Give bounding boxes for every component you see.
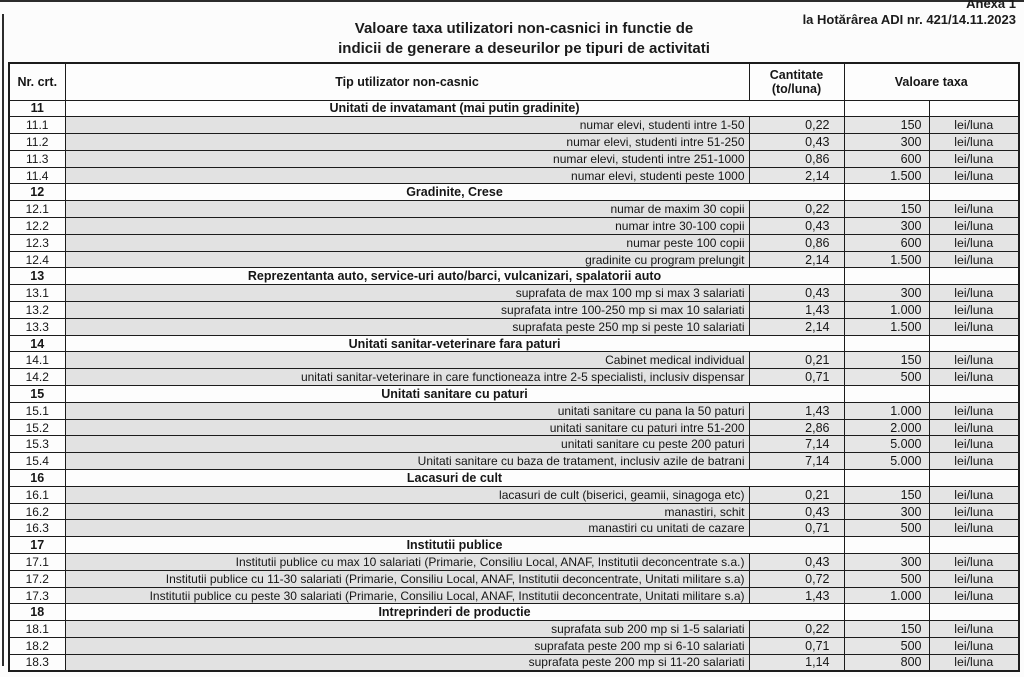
row-tax-value: 150 bbox=[844, 201, 929, 218]
row-description: numar elevi, studenti intre 51-250 bbox=[65, 134, 749, 151]
row-unit: lei/luna bbox=[929, 570, 1019, 587]
table-row bbox=[9, 302, 1019, 319]
table-row bbox=[9, 150, 1019, 167]
section-number: 14 bbox=[9, 335, 65, 352]
row-tax-value: 150 bbox=[844, 117, 929, 134]
section-number: 18 bbox=[9, 604, 65, 621]
empty-unit-cell bbox=[929, 537, 1019, 554]
table-row bbox=[9, 369, 1019, 386]
row-quantity: 2,14 bbox=[749, 167, 844, 184]
row-unit: lei/luna bbox=[929, 117, 1019, 134]
row-unit: lei/luna bbox=[929, 503, 1019, 520]
row-quantity: 1,43 bbox=[749, 587, 844, 604]
row-description: suprafata intre 100-250 mp si max 10 salariati bbox=[65, 302, 749, 319]
section-header-row bbox=[9, 537, 1019, 554]
row-quantity: 0,86 bbox=[749, 234, 844, 251]
row-number: 12.3 bbox=[9, 234, 65, 251]
row-quantity: 1,43 bbox=[749, 402, 844, 419]
table-row bbox=[9, 134, 1019, 151]
row-unit: lei/luna bbox=[929, 520, 1019, 537]
row-description: numar elevi, studenti intre 1-50 bbox=[65, 117, 749, 134]
row-number: 11.3 bbox=[9, 150, 65, 167]
row-number: 18.1 bbox=[9, 621, 65, 638]
table-row bbox=[9, 486, 1019, 503]
section-title: Unitati sanitare cu paturi bbox=[65, 386, 844, 403]
row-description: unitati sanitar-veterinare in care functioneaza intre 2-5 specialisti, inclusiv dispensar bbox=[65, 369, 749, 386]
row-tax-value: 150 bbox=[844, 621, 929, 638]
row-description: numar de maxim 30 copii bbox=[65, 201, 749, 218]
row-quantity: 2,86 bbox=[749, 419, 844, 436]
row-tax-value: 150 bbox=[844, 486, 929, 503]
table-row bbox=[9, 285, 1019, 302]
empty-unit-cell bbox=[929, 268, 1019, 285]
row-number: 17.3 bbox=[9, 587, 65, 604]
table-row bbox=[9, 621, 1019, 638]
section-number: 11 bbox=[9, 100, 65, 117]
row-unit: lei/luna bbox=[929, 654, 1019, 671]
table-header-row bbox=[9, 63, 1019, 100]
row-description: Institutii publice cu max 10 salariati (Primarie, Consiliu Local, ANAF, Institutii deconcentrate s.a.) bbox=[65, 554, 749, 571]
table-row bbox=[9, 234, 1019, 251]
empty-value-cell bbox=[844, 100, 929, 117]
row-unit: lei/luna bbox=[929, 302, 1019, 319]
row-unit: lei/luna bbox=[929, 369, 1019, 386]
section-header-row bbox=[9, 604, 1019, 621]
row-number: 17.1 bbox=[9, 554, 65, 571]
empty-value-cell bbox=[844, 184, 929, 201]
row-tax-value: 1.500 bbox=[844, 251, 929, 268]
row-number: 18.3 bbox=[9, 654, 65, 671]
row-number: 13.3 bbox=[9, 318, 65, 335]
row-unit: lei/luna bbox=[929, 638, 1019, 655]
row-quantity: 0,43 bbox=[749, 134, 844, 151]
row-number: 15.4 bbox=[9, 453, 65, 470]
row-description: unitati sanitare cu pana la 50 paturi bbox=[65, 402, 749, 419]
row-number: 11.4 bbox=[9, 167, 65, 184]
row-description: unitati sanitare cu paturi intre 51-200 bbox=[65, 419, 749, 436]
header-cantitate-line2: (to/luna) bbox=[771, 81, 822, 96]
row-description: suprafata de max 100 mp si max 3 salariati bbox=[65, 285, 749, 302]
row-unit: lei/luna bbox=[929, 285, 1019, 302]
row-number: 12.4 bbox=[9, 251, 65, 268]
row-quantity: 0,22 bbox=[749, 621, 844, 638]
row-quantity: 0,43 bbox=[749, 503, 844, 520]
row-unit: lei/luna bbox=[929, 251, 1019, 268]
row-description: Institutii publice cu peste 30 salariati (Primarie, Consiliu Local, ANAF, Institutii deconcentrate, Unitati militare s.a) bbox=[65, 587, 749, 604]
row-description: Cabinet medical individual bbox=[65, 352, 749, 369]
row-unit: lei/luna bbox=[929, 554, 1019, 571]
section-title: Institutii publice bbox=[65, 537, 844, 554]
row-tax-value: 1.500 bbox=[844, 318, 929, 335]
row-number: 11.2 bbox=[9, 134, 65, 151]
section-number: 16 bbox=[9, 470, 65, 487]
row-tax-value: 1.000 bbox=[844, 402, 929, 419]
row-description: numar intre 30-100 copii bbox=[65, 218, 749, 235]
header-cantitate bbox=[749, 63, 844, 100]
row-quantity: 1,14 bbox=[749, 654, 844, 671]
row-description: Institutii publice cu 11-30 salariati (Primarie, Consiliu Local, ANAF, Institutii deconcentrate, Unitati militare s.a) bbox=[65, 570, 749, 587]
row-description: manastiri, schit bbox=[65, 503, 749, 520]
row-tax-value: 1.000 bbox=[844, 302, 929, 319]
empty-value-cell bbox=[844, 537, 929, 554]
row-number: 14.2 bbox=[9, 369, 65, 386]
table-row bbox=[9, 503, 1019, 520]
row-quantity: 0,72 bbox=[749, 570, 844, 587]
row-quantity: 2,14 bbox=[749, 318, 844, 335]
header-cantitate-line1: Cantitate bbox=[769, 67, 824, 82]
row-number: 18.2 bbox=[9, 638, 65, 655]
row-number: 12.2 bbox=[9, 218, 65, 235]
row-description: Unitati sanitare cu baza de tratament, inclusiv azile de batrani bbox=[65, 453, 749, 470]
table-row bbox=[9, 352, 1019, 369]
table-row bbox=[9, 654, 1019, 671]
row-tax-value: 600 bbox=[844, 234, 929, 251]
row-quantity: 2,14 bbox=[749, 251, 844, 268]
row-tax-value: 500 bbox=[844, 570, 929, 587]
row-tax-value: 300 bbox=[844, 218, 929, 235]
row-unit: lei/luna bbox=[929, 150, 1019, 167]
section-title: Unitati de invatamant (mai putin gradinite) bbox=[65, 100, 844, 117]
row-quantity: 0,71 bbox=[749, 520, 844, 537]
row-number: 15.1 bbox=[9, 402, 65, 419]
document-title bbox=[278, 19, 770, 60]
header-nr-crt: Nr. crt. bbox=[9, 63, 65, 100]
row-tax-value: 300 bbox=[844, 285, 929, 302]
empty-value-cell bbox=[844, 335, 929, 352]
table-row bbox=[9, 218, 1019, 235]
row-description: numar elevi, studenti peste 1000 bbox=[65, 167, 749, 184]
row-number: 12.1 bbox=[9, 201, 65, 218]
row-number: 14.1 bbox=[9, 352, 65, 369]
row-description: numar elevi, studenti intre 251-1000 bbox=[65, 150, 749, 167]
row-number: 13.2 bbox=[9, 302, 65, 319]
empty-unit-cell bbox=[929, 386, 1019, 403]
table-row bbox=[9, 419, 1019, 436]
table-row bbox=[9, 318, 1019, 335]
empty-value-cell bbox=[844, 386, 929, 403]
section-title: Reprezentanta auto, service-uri auto/barci, vulcanizari, spalatorii auto bbox=[65, 268, 844, 285]
empty-value-cell bbox=[844, 470, 929, 487]
row-quantity: 1,43 bbox=[749, 302, 844, 319]
row-tax-value: 1.500 bbox=[844, 167, 929, 184]
table-row bbox=[9, 167, 1019, 184]
row-description: lacasuri de cult (biserici, geamii, sinagoga etc) bbox=[65, 486, 749, 503]
tax-table bbox=[8, 62, 1020, 672]
empty-unit-cell bbox=[929, 335, 1019, 352]
row-tax-value: 600 bbox=[844, 150, 929, 167]
row-description: suprafata peste 200 mp si 11-20 salariati bbox=[65, 654, 749, 671]
row-number: 11.1 bbox=[9, 117, 65, 134]
row-tax-value: 500 bbox=[844, 638, 929, 655]
row-description: numar peste 100 copii bbox=[65, 234, 749, 251]
row-unit: lei/luna bbox=[929, 436, 1019, 453]
row-number: 15.3 bbox=[9, 436, 65, 453]
row-unit: lei/luna bbox=[929, 402, 1019, 419]
row-quantity: 0,43 bbox=[749, 285, 844, 302]
table-body bbox=[9, 100, 1019, 671]
row-quantity: 0,86 bbox=[749, 150, 844, 167]
row-number: 15.2 bbox=[9, 419, 65, 436]
empty-value-cell bbox=[844, 268, 929, 285]
empty-unit-cell bbox=[929, 470, 1019, 487]
section-header-row bbox=[9, 335, 1019, 352]
row-unit: lei/luna bbox=[929, 318, 1019, 335]
section-header-row bbox=[9, 386, 1019, 403]
table-row bbox=[9, 587, 1019, 604]
row-tax-value: 800 bbox=[844, 654, 929, 671]
section-number: 13 bbox=[9, 268, 65, 285]
row-unit: lei/luna bbox=[929, 352, 1019, 369]
row-unit: lei/luna bbox=[929, 134, 1019, 151]
section-title: Unitati sanitar-veterinare fara paturi bbox=[65, 335, 844, 352]
section-title: Gradinite, Crese bbox=[65, 184, 844, 201]
section-header-row bbox=[9, 268, 1019, 285]
section-number: 17 bbox=[9, 537, 65, 554]
row-quantity: 7,14 bbox=[749, 436, 844, 453]
row-unit: lei/luna bbox=[929, 621, 1019, 638]
row-unit: lei/luna bbox=[929, 218, 1019, 235]
row-number: 13.1 bbox=[9, 285, 65, 302]
row-quantity: 0,22 bbox=[749, 201, 844, 218]
table-row bbox=[9, 453, 1019, 470]
row-quantity: 0,21 bbox=[749, 486, 844, 503]
row-unit: lei/luna bbox=[929, 453, 1019, 470]
row-unit: lei/luna bbox=[929, 587, 1019, 604]
table-row bbox=[9, 117, 1019, 134]
row-unit: lei/luna bbox=[929, 167, 1019, 184]
row-quantity: 0,21 bbox=[749, 352, 844, 369]
empty-unit-cell bbox=[929, 100, 1019, 117]
row-tax-value: 300 bbox=[844, 503, 929, 520]
row-description: suprafata peste 200 mp si 6-10 salariati bbox=[65, 638, 749, 655]
row-tax-value: 500 bbox=[844, 520, 929, 537]
row-tax-value: 300 bbox=[844, 554, 929, 571]
empty-unit-cell bbox=[929, 184, 1019, 201]
empty-value-cell bbox=[844, 604, 929, 621]
row-quantity: 0,43 bbox=[749, 218, 844, 235]
table-row bbox=[9, 436, 1019, 453]
row-tax-value: 300 bbox=[844, 134, 929, 151]
row-description: manastiri cu unitati de cazare bbox=[65, 520, 749, 537]
section-number: 12 bbox=[9, 184, 65, 201]
row-quantity: 7,14 bbox=[749, 453, 844, 470]
row-description: unitati sanitare cu peste 200 paturi bbox=[65, 436, 749, 453]
section-header-row bbox=[9, 184, 1019, 201]
table-row bbox=[9, 251, 1019, 268]
table-row bbox=[9, 402, 1019, 419]
section-header-row bbox=[9, 100, 1019, 117]
row-quantity: 0,22 bbox=[749, 117, 844, 134]
row-quantity: 0,71 bbox=[749, 369, 844, 386]
row-tax-value: 5.000 bbox=[844, 453, 929, 470]
table-row bbox=[9, 570, 1019, 587]
row-tax-value: 1.000 bbox=[844, 587, 929, 604]
row-quantity: 0,43 bbox=[749, 554, 844, 571]
row-number: 16.2 bbox=[9, 503, 65, 520]
section-title: Lacasuri de cult bbox=[65, 470, 844, 487]
annex-line2: la Hotărârea ADI nr. 421/14.11.2023 bbox=[802, 12, 1016, 28]
annex-reference bbox=[803, 0, 1016, 29]
row-tax-value: 150 bbox=[844, 352, 929, 369]
page-left-border bbox=[2, 14, 4, 666]
table-row bbox=[9, 554, 1019, 571]
row-unit: lei/luna bbox=[929, 419, 1019, 436]
document-title-line1: Valoare taxa utilizatori non-casnici in functie de bbox=[354, 20, 694, 37]
row-tax-value: 5.000 bbox=[844, 436, 929, 453]
row-unit: lei/luna bbox=[929, 201, 1019, 218]
table-row bbox=[9, 638, 1019, 655]
row-description: suprafata peste 250 mp si peste 10 salariati bbox=[65, 318, 749, 335]
row-description: gradinite cu program prelungit bbox=[65, 251, 749, 268]
empty-unit-cell bbox=[929, 604, 1019, 621]
row-number: 16.1 bbox=[9, 486, 65, 503]
section-number: 15 bbox=[9, 386, 65, 403]
header-valoare-taxa: Valoare taxa bbox=[844, 63, 1019, 100]
table-row bbox=[9, 201, 1019, 218]
row-number: 17.2 bbox=[9, 570, 65, 587]
row-unit: lei/luna bbox=[929, 234, 1019, 251]
annex-line1: Anexa 1 bbox=[966, 0, 1016, 11]
row-quantity: 0,71 bbox=[749, 638, 844, 655]
table-row bbox=[9, 520, 1019, 537]
row-number: 16.3 bbox=[9, 520, 65, 537]
section-header-row bbox=[9, 470, 1019, 487]
document-title-line2: indicii de generare a deseurilor pe tipuri de activitati bbox=[338, 40, 710, 58]
section-title: Intreprinderi de productie bbox=[65, 604, 844, 621]
row-unit: lei/luna bbox=[929, 486, 1019, 503]
row-description: suprafata sub 200 mp si 1-5 salariati bbox=[65, 621, 749, 638]
header-tip-utilizator: Tip utilizator non-casnic bbox=[65, 63, 749, 100]
row-tax-value: 2.000 bbox=[844, 419, 929, 436]
row-tax-value: 500 bbox=[844, 369, 929, 386]
